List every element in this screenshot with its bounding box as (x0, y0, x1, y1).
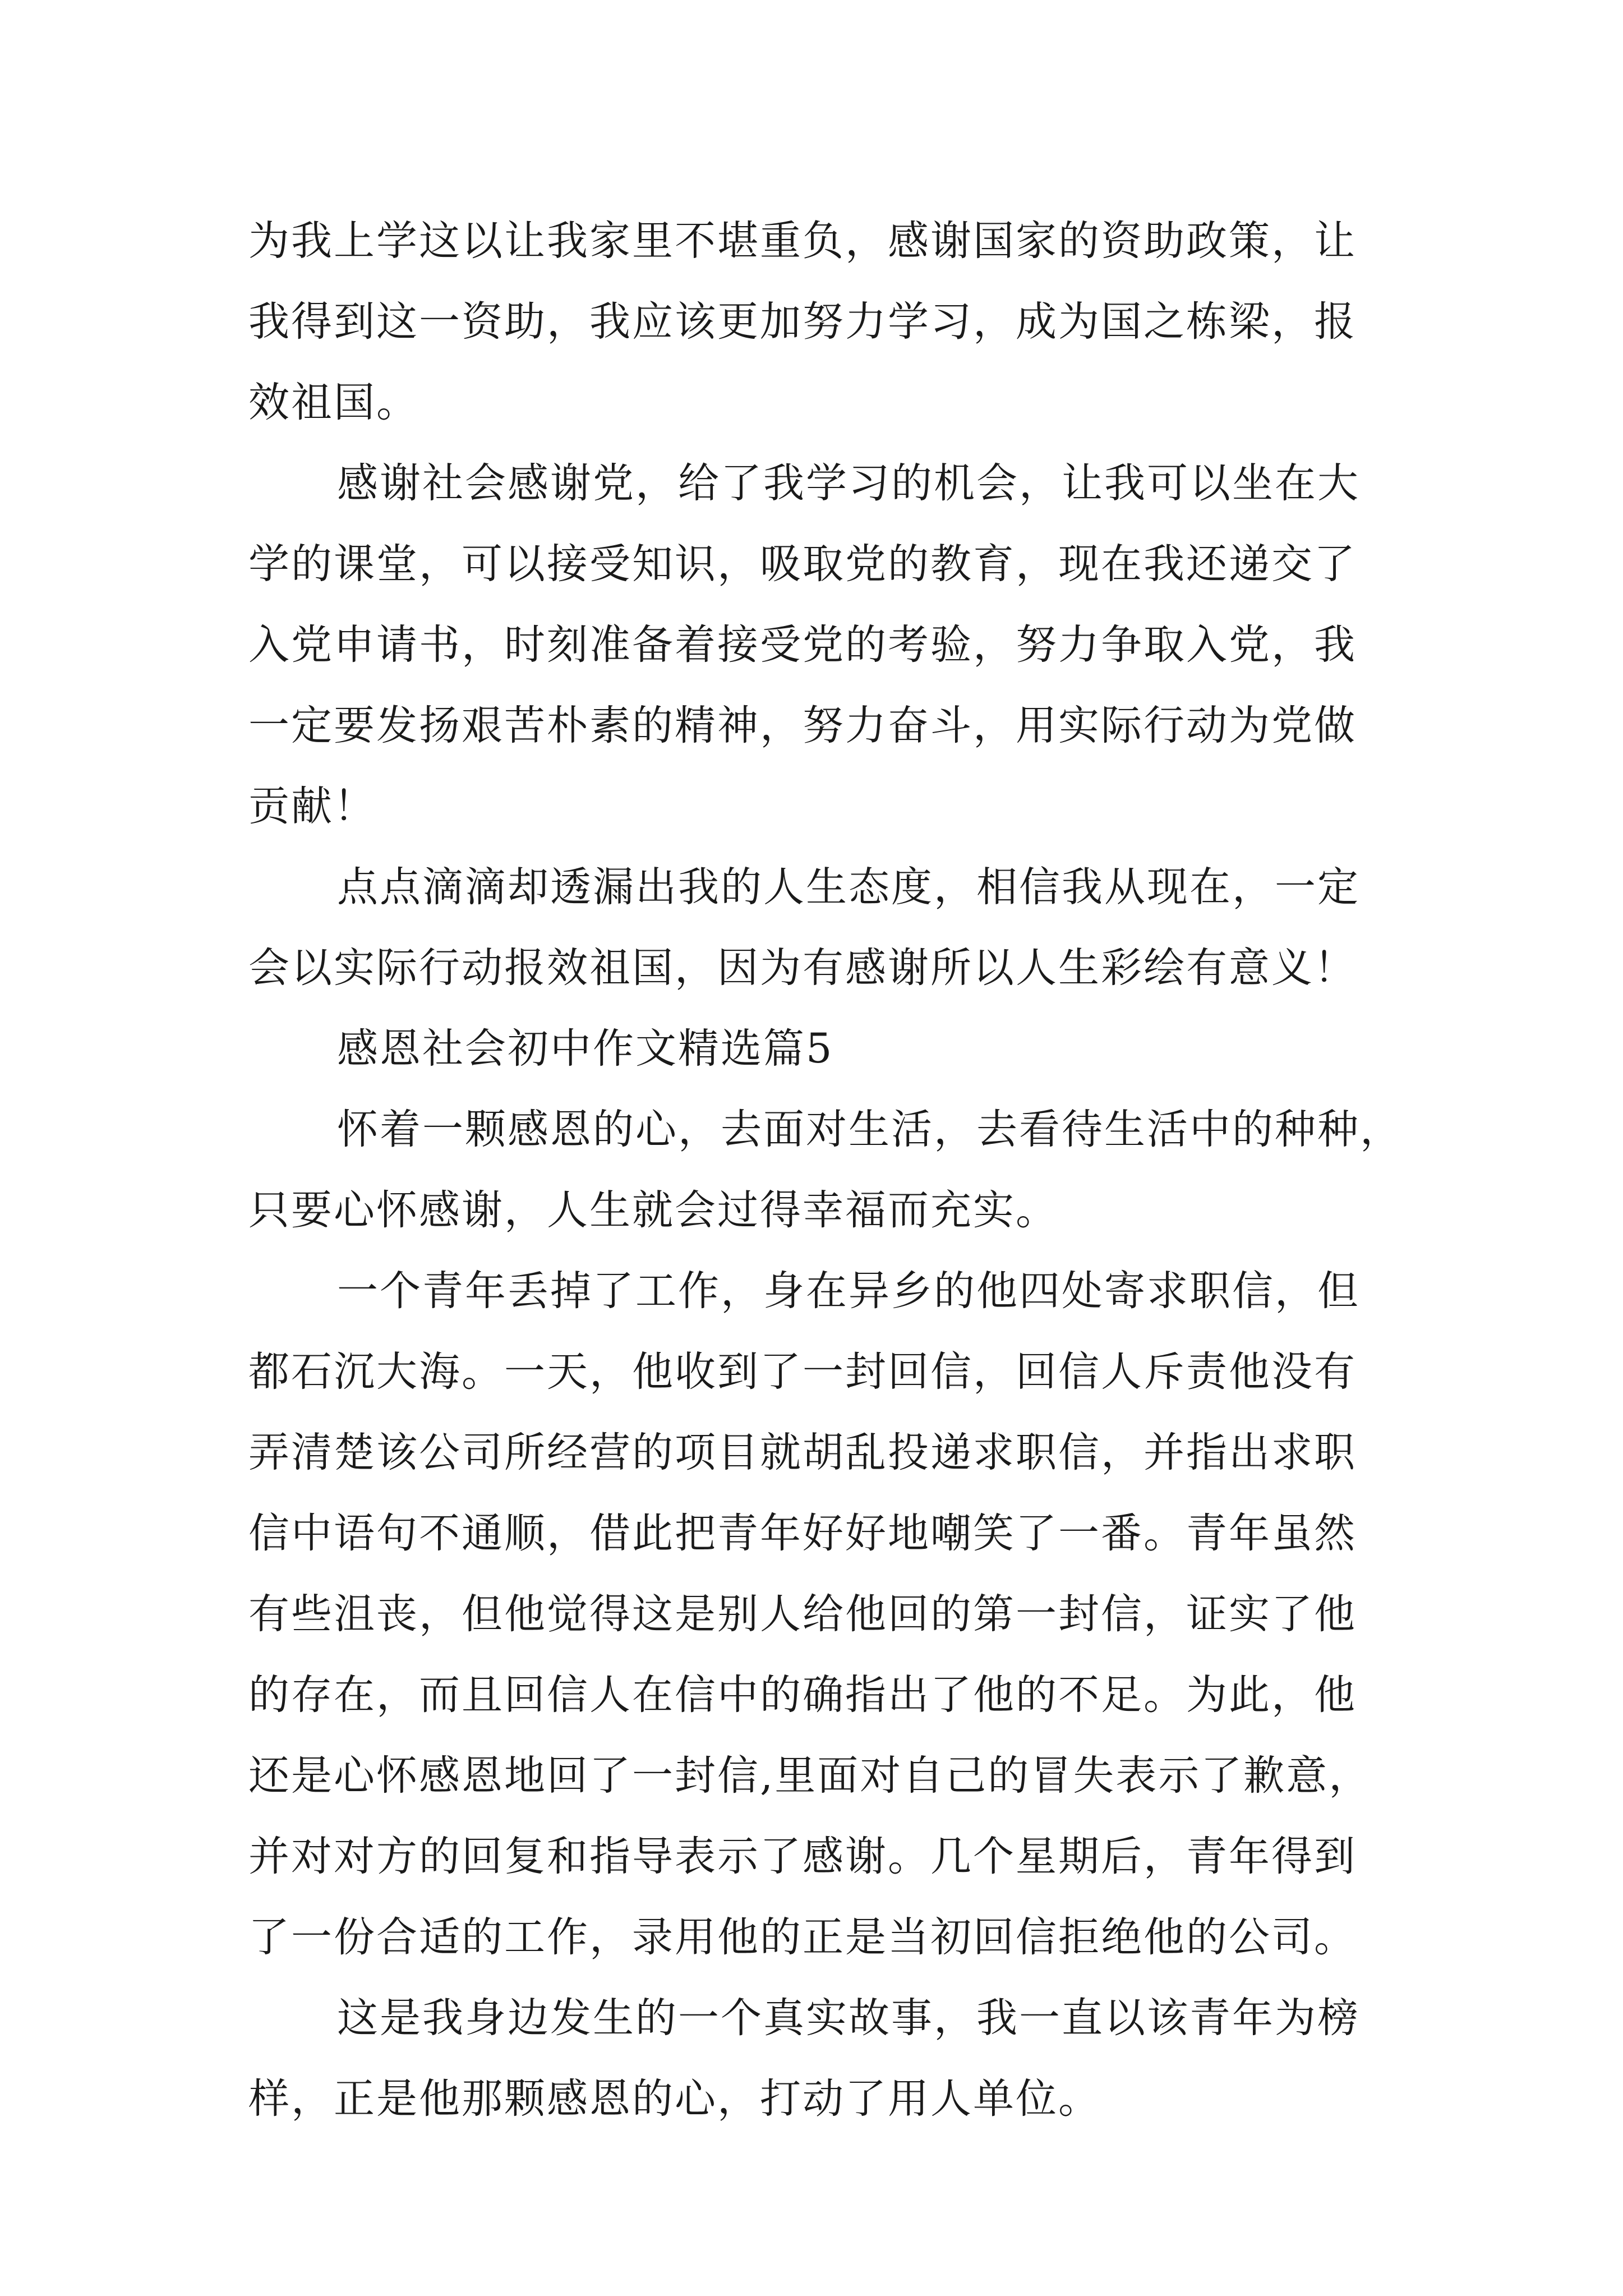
text-line: 效祖国。 (248, 379, 419, 426)
text-line: 为我上学这以让我家里不堪重负，感谢国家的资助政策，让 (248, 217, 1357, 265)
text-line: 并对对方的回复和指导表示了感谢。几个星期后，青年得到 (248, 1833, 1357, 1880)
text-line: 有些沮丧，但他觉得这是别人给他回的第一封信，证实了他 (248, 1590, 1357, 1638)
text-line: 我得到这一资助，我应该更加努力学习，成为国之栋梁，报 (248, 298, 1357, 346)
text-line: 信中语句不通顺，借此把青年好好地嘲笑了一番。青年虽然 (248, 1510, 1357, 1557)
section-heading: 感恩社会初中作文精选篇5 (337, 1025, 834, 1073)
text-line: 点点滴滴却透漏出我的人生态度，相信我从现在，一定 (337, 863, 1360, 911)
text-line: 都石沉大海。一天，他收到了一封回信，回信人斥责他没有 (248, 1348, 1357, 1396)
text-line: 一定要发扬艰苦朴素的精神，努力奋斗，用实际行动为党做 (248, 702, 1357, 749)
text-line: 了一份合适的工作，录用他的正是当初回信拒绝他的公司。 (248, 1913, 1357, 1961)
text-line: 还是心怀感恩地回了一封信,里面对自己的冒失表示了歉意， (248, 1752, 1372, 1800)
text-line: 学的课堂，可以接受知识，吸取党的教育，现在我还递交了 (248, 540, 1357, 588)
text-line: 只要心怀感谢，人生就会过得幸福而充实。 (248, 1186, 1058, 1234)
text-line: 样，正是他那颗感恩的心，打动了用人单位。 (248, 2075, 1101, 2123)
text-line: 怀着一颗感恩的心，去面对生活，去看待生活中的种种， (337, 1106, 1403, 1153)
text-line: 贡献！ (248, 783, 376, 830)
text-line: 入党申请书，时刻准备着接受党的考验，努力争取入党，我 (248, 621, 1357, 669)
text-line: 感谢社会感谢党，给了我学习的机会，让我可以坐在大 (337, 459, 1360, 507)
text-line: 会以实际行动报效祖国，因为有感谢所以人生彩绘有意义！ (248, 944, 1357, 992)
text-line: 的存在，而且回信人在信中的确指出了他的不足。为此，他 (248, 1671, 1357, 1719)
text-line: 这是我身边发生的一个真实故事，我一直以该青年为榜 (337, 1994, 1360, 2042)
text-line: 弄清楚该公司所经营的项目就胡乱投递求职信，并指出求职 (248, 1429, 1357, 1476)
text-line: 一个青年丢掉了工作，身在异乡的他四处寄求职信，但 (337, 1267, 1360, 1315)
